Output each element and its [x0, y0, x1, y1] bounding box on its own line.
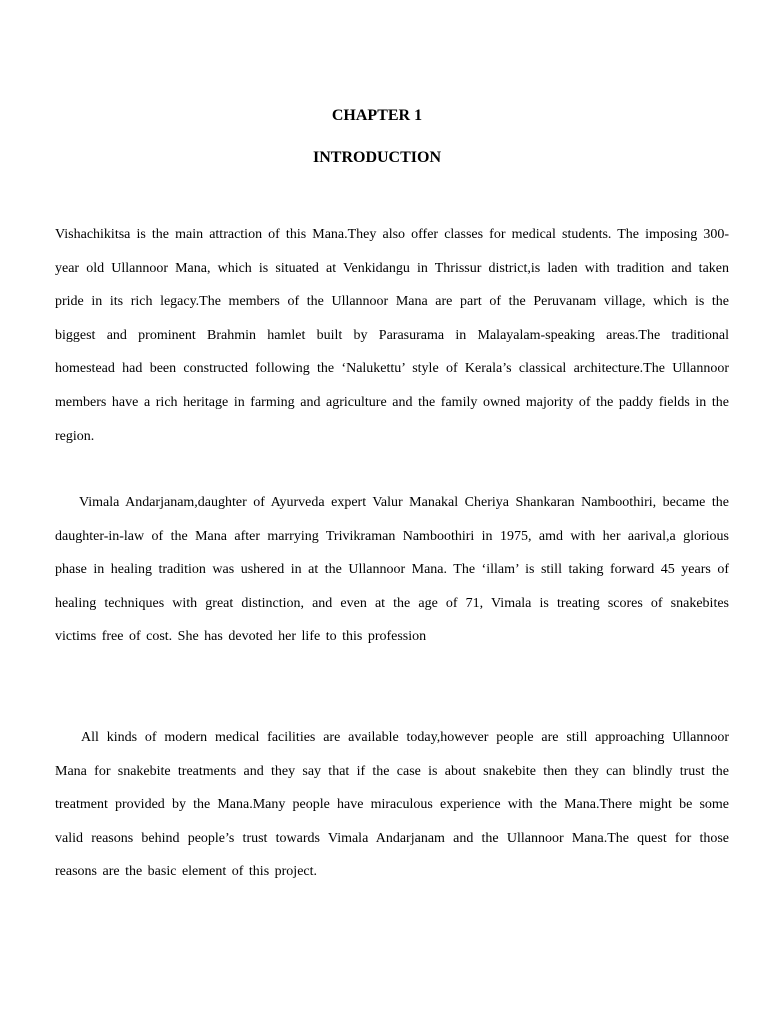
chapter-title-heading: INTRODUCTION — [312, 149, 441, 166]
body-paragraph-2: Vimala Andarjanam,daughter of Ayurveda expert Valur Manakal Cheriya Shankaran Namboothiri, became the daughter-in-law of the Mana after marrying Trivikraman Namboothiri in 1975, amd with her aarival,a glorious phase in healing tradition was ushered in at the Ullannoor Mana. The ‘illam’ is still taking forward 45 years of healing techniques with great distinction, and even at the age of 71, Vimala is treating scores of snakebites victims free of cost. She has devoted her life to this profession — [55, 495, 729, 645]
body-paragraph-1: Vishachikitsa is the main attraction of this Mana.They also offer classes for medical students. The imposing 300-year old Ullannoor Mana, which is situated at Venkidangu in Thrissur district,is laden with tradition and taken pride in its rich legacy.The members of the Ullannoor Mana are part of the Peruvanam village, which is the biggest and prominent Brahmin hamlet built by Parasurama in Malayalam-speaking areas.The traditional homestead had been constructed following the ‘Nalukettu’ style of Kerala’s classical architecture.The Ullannoor members have a rich heritage in farming and agriculture and the family owned majority of the paddy fields in the region. — [55, 227, 729, 444]
body-paragraph-3: All kinds of modern medical facilities are available today,however people are still approaching Ullannoor Mana for snakebite treatments and they say that if the case is about snakebite then they can blindly trust the treatment provided by the Mana.Many people have miraculous experience with the Mana.There might be some valid reasons behind people’s trust towards Vimala Andarjanam and the Ullannoor Mana.The quest for those reasons are the basic element of this project. — [55, 730, 729, 880]
chapter-number-heading: CHAPTER 1 — [331, 107, 423, 124]
